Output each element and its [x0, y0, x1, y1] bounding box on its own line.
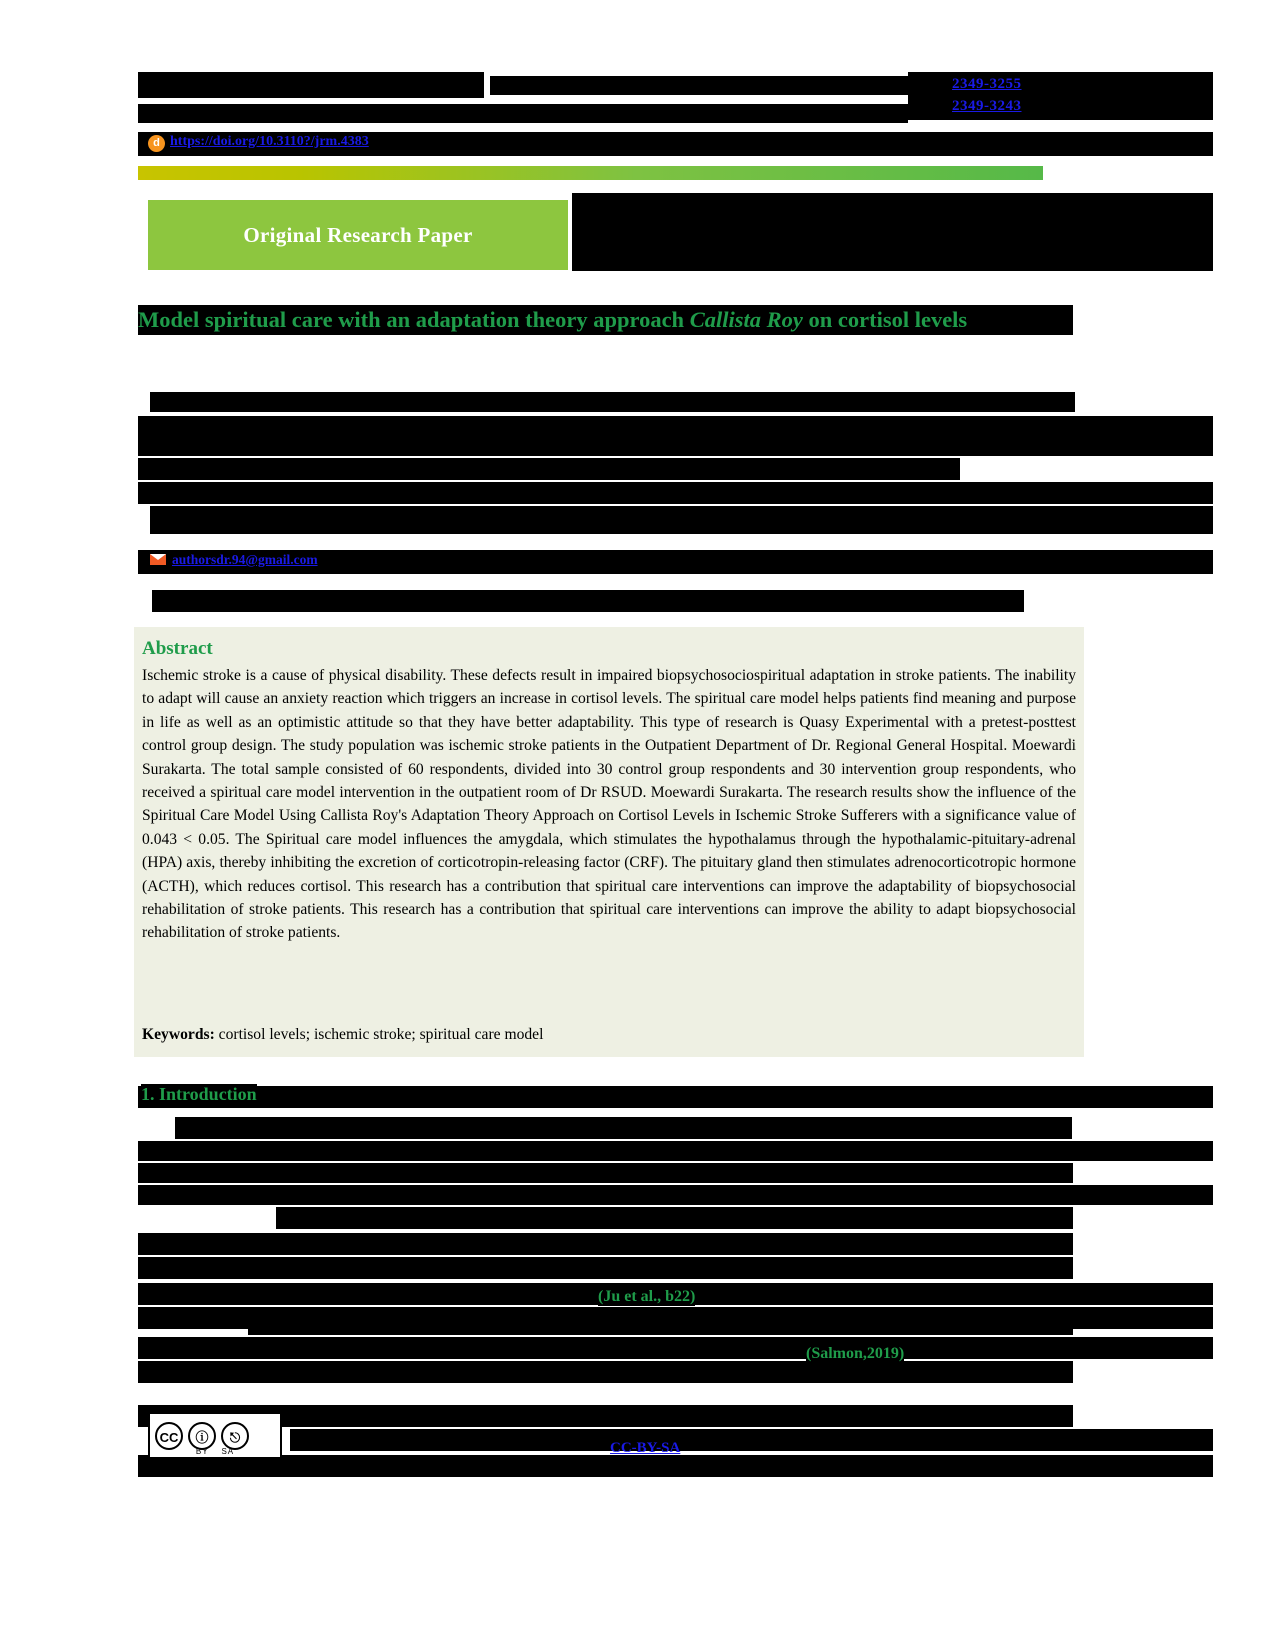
affiliation-redaction-3 [150, 506, 1213, 534]
affiliation-redaction-2 [138, 482, 1213, 504]
page-title [138, 305, 1073, 335]
footer-redaction-2 [290, 1429, 1213, 1451]
header-redaction-mid [490, 76, 908, 95]
keywords-line [142, 1026, 1076, 1044]
issn-print: 2349-3255 [952, 76, 1022, 92]
doi-link[interactable]: https://doi.org/10.3110?/jrm.4383 [170, 134, 369, 149]
intro-redaction-4 [138, 1185, 1213, 1205]
cc-by-label: BY [195, 1447, 209, 1456]
intro-redaction-11 [138, 1337, 1213, 1359]
gradient-divider [138, 166, 1043, 180]
envelope-icon [150, 554, 166, 565]
intro-redaction-5 [276, 1207, 1073, 1229]
paper-type-banner: Original Research Paper [148, 200, 568, 270]
intro-redaction-6 [138, 1233, 1073, 1255]
inline-citation-2: (Salmon,2019) [806, 1345, 905, 1362]
title-italic-part: Callista Roy [689, 307, 803, 332]
intro-redaction-7 [138, 1257, 1073, 1279]
header-redaction-left [138, 72, 484, 98]
inline-citation-1: (Ju et al., b22) [598, 1288, 696, 1305]
intro-redaction-3 [138, 1163, 1073, 1183]
introduction-heading: 1. Introduction [141, 1084, 257, 1104]
authors-redaction-2 [138, 416, 1213, 456]
intro-redaction-1 [175, 1117, 1072, 1139]
keywords-value: cortisol levels; ischemic stroke; spiritual care model [214, 1026, 544, 1043]
history-redaction [152, 590, 1024, 612]
creative-commons-badge[interactable] [148, 1412, 282, 1459]
title-part-1: Model spiritual care with an adaptation theory approach [138, 307, 690, 332]
cc-by-icon: ⓘ [188, 1422, 216, 1450]
abstract-text: Ischemic stroke is a cause of physical disability. These defects result in impaired biopsychosociospiritual adaptation in stroke patients. The inability to adapt will cause an anxiety reaction which triggers an increase in cortisol levels. The spiritual care model helps patients find meaning and purpose in life as well as an optimistic attitude so that they have better adaptability. This type of research is Quasy Experimental with a pretest-posttest control group design. The study population was ischemic stroke patients in the Outpatient Department of Dr. Regional General Hospital. Moewardi Surakarta. The total sample consisted of 60 respondents, divided into 30 control group respondents and 30 intervention group respondents, who received a spiritual care model intervention in the outpatient room of Dr RSUD. Moewardi Surakarta. The research results show the influence of the Spiritual Care Model Using Callista Roy's Adaptation Theory Approach on Cortisol Levels in Ischemic Stroke Sufferers with a significance value of 0.043 < 0.05. The Spiritual care model influences the amygdala, which stimulates the hypothalamus through the hypothalamic-pituitary-adrenal (HPA) axis, thereby inhibiting the excretion of corticotropin-releasing factor (CRF). The pituitary gland then stimulates adrenocorticotropic hormone (ACTH), which reduces cortisol. This research has a contribution that spiritual care interventions can improve the adaptability of biopsychosocial rehabilitation of stroke patients. This research has a contribution that spiritual care interventions can improve the ability to adapt biopsychosocial rehabilitation of stroke patients. [142, 667, 1076, 942]
header-redaction-row2 [138, 104, 908, 123]
title-part-2: on cortisol levels [802, 307, 968, 332]
cc-icon: CC [155, 1422, 183, 1450]
affiliation-redaction-1 [138, 458, 960, 480]
cc-sa-label: SA [221, 1447, 235, 1456]
license-link[interactable]: CC-BY-SA [610, 1440, 681, 1456]
footer-redaction-3 [138, 1455, 1213, 1477]
issn-online: 2349-3243 [952, 98, 1022, 114]
intro-redaction-12 [138, 1361, 1073, 1383]
cc-sa-icon: ⎋ [221, 1422, 249, 1450]
intro-redaction-10 [248, 1315, 1073, 1335]
keywords-label: Keywords: [142, 1026, 215, 1043]
banner-right-redaction [572, 193, 1213, 271]
authors-redaction-1 [150, 392, 1075, 412]
abstract-heading: Abstract [142, 638, 213, 659]
intro-redaction-2 [138, 1141, 1213, 1161]
intro-heading-redaction [138, 1086, 1213, 1108]
cc-badge-sublabels [150, 1447, 280, 1456]
corresponding-author-email[interactable]: authorsdr.94@gmail.com [172, 552, 318, 567]
doi-icon: d [148, 135, 165, 152]
